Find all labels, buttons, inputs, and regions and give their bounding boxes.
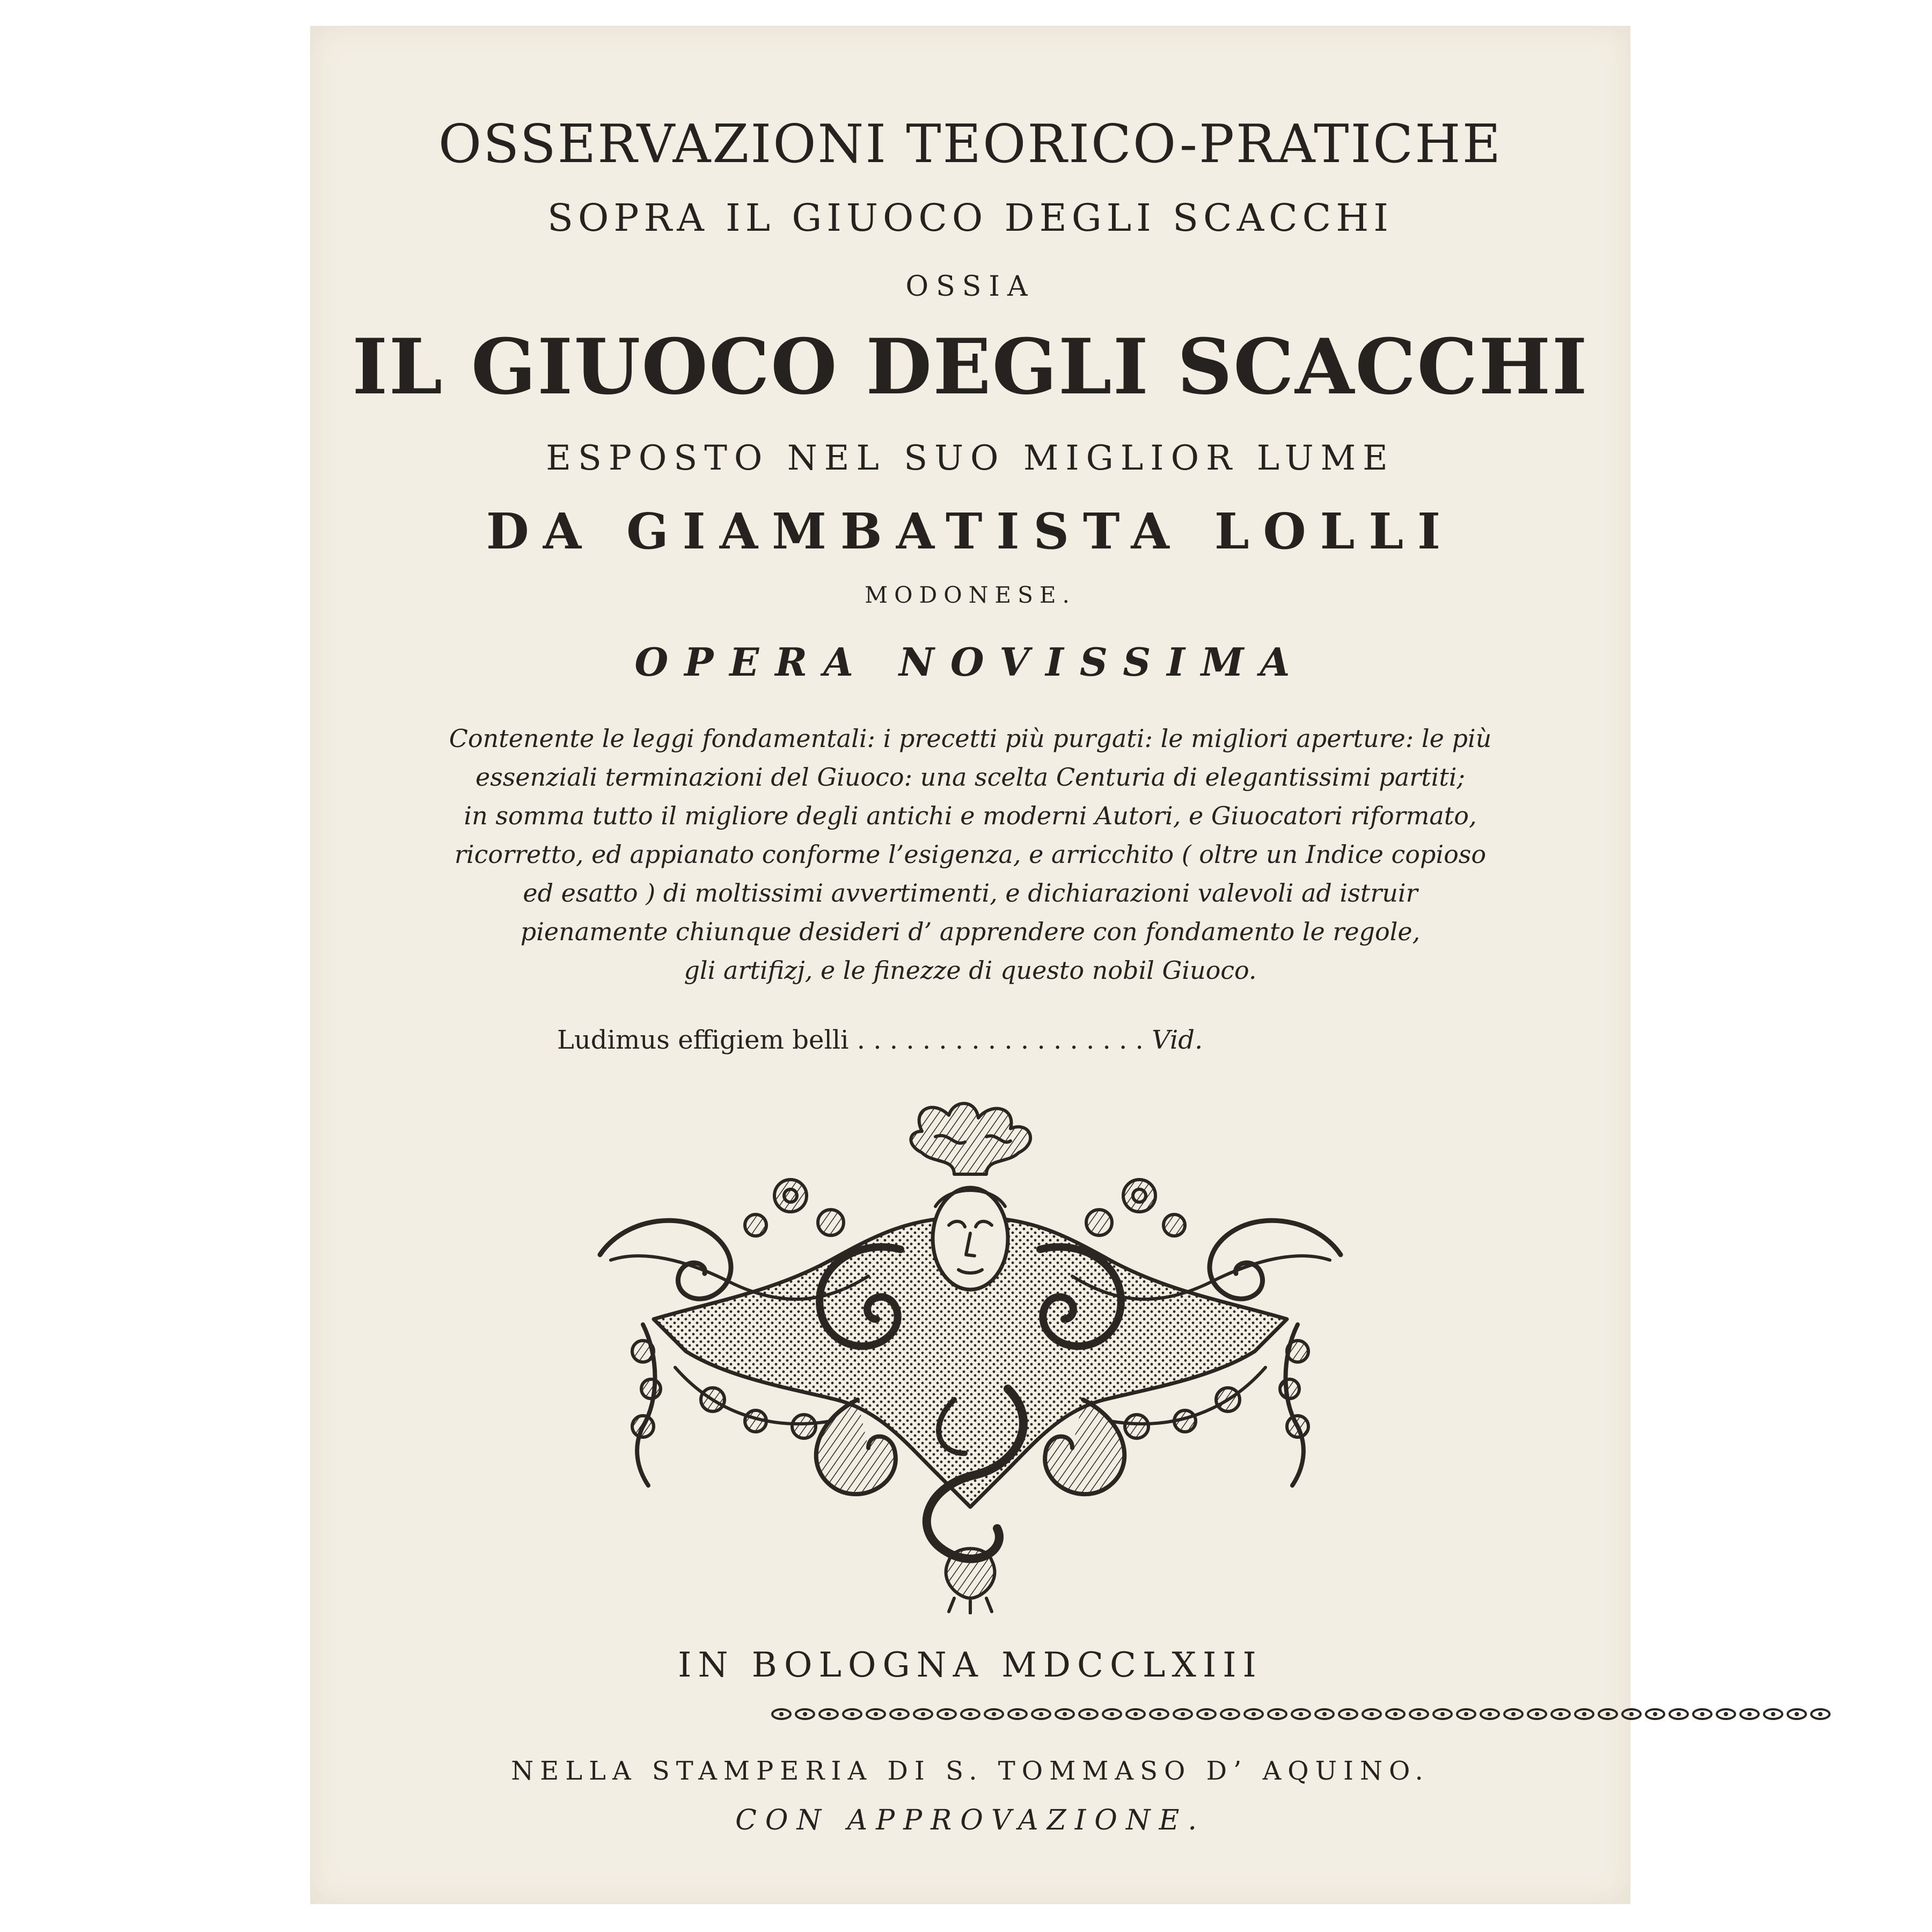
author-origin: MODONESE. bbox=[865, 582, 1076, 608]
title-page bbox=[310, 26, 1630, 1904]
chain-link-dot bbox=[1252, 1712, 1256, 1716]
chain-link-dot bbox=[897, 1712, 902, 1716]
chain-link-dot bbox=[1370, 1712, 1374, 1716]
chain-link-dot bbox=[1299, 1712, 1303, 1716]
chain-link-dot bbox=[1228, 1712, 1232, 1716]
approval: CON APPROVAZIONE. bbox=[735, 1804, 1205, 1836]
chain-link-dot bbox=[1677, 1712, 1681, 1716]
chain-link-dot bbox=[945, 1712, 949, 1716]
chain-link-dot bbox=[1133, 1712, 1138, 1716]
rose-icon bbox=[745, 1180, 844, 1236]
chain-link-dot bbox=[803, 1712, 807, 1716]
chain-link-dot bbox=[1204, 1712, 1209, 1716]
chain-link-dot bbox=[1322, 1712, 1327, 1716]
opera-heading: OPERA NOVISSIMA bbox=[634, 639, 1306, 685]
chain-link-dot bbox=[1039, 1712, 1043, 1716]
description-line: ed esatto ) di moltissimi avvertimenti, e dichiarazioni valevoli ad istruir bbox=[523, 879, 1418, 908]
chain-link-dot bbox=[1629, 1712, 1634, 1716]
chain-link-dot bbox=[1653, 1712, 1657, 1716]
chain-link-dot bbox=[1417, 1712, 1421, 1716]
main-title: IL GIUOCO DEGLI SCACCHI bbox=[352, 323, 1589, 412]
chain-link-dot bbox=[1110, 1712, 1114, 1716]
chain-link-dot bbox=[1606, 1712, 1610, 1716]
chain-link-dot bbox=[1181, 1712, 1185, 1716]
baroque-mask-ornament-icon bbox=[579, 1099, 1362, 1614]
chain-link-dot bbox=[1818, 1712, 1823, 1716]
chain-link-dot bbox=[850, 1712, 854, 1716]
chain-link-dot bbox=[1488, 1712, 1492, 1716]
chain-link-dot bbox=[1464, 1712, 1468, 1716]
title-line-1: OSSERVAZIONI TEORICO-PRATICHE bbox=[438, 114, 1503, 175]
chain-link-dot bbox=[921, 1712, 925, 1716]
chain-link-dot bbox=[992, 1712, 996, 1716]
motto-text: Ludimus effigiem belli bbox=[557, 1025, 849, 1055]
motto-source: Vid. bbox=[1152, 1025, 1203, 1055]
chain-link-dot bbox=[874, 1712, 878, 1716]
description-block bbox=[391, 719, 1550, 990]
chain-link-dot bbox=[1157, 1712, 1161, 1716]
printer: NELLA STAMPERIA DI S. TOMMASO D’ AQUINO. bbox=[511, 1756, 1430, 1786]
decorative-chain-rule-icon bbox=[766, 1704, 1834, 1724]
chain-link-dot bbox=[1275, 1712, 1279, 1716]
chain-link-dot bbox=[1440, 1712, 1445, 1716]
chain-link-dot bbox=[1393, 1712, 1397, 1716]
description-line: essenziali terminazioni del Giuoco: una scelta Centuria di elegantissimi partiti; bbox=[475, 763, 1466, 792]
chain-link-dot bbox=[1346, 1712, 1350, 1716]
chain-link-dot bbox=[1582, 1712, 1586, 1716]
chain-link-dot bbox=[826, 1712, 831, 1716]
imprint-place-date: IN BOLOGNA MDCCLXIII bbox=[678, 1645, 1263, 1685]
chain-link-dot bbox=[1511, 1712, 1516, 1716]
description-line: ricorretto, ed appianato conforme l’esigenza, e arricchito ( oltre un Indice copioso bbox=[454, 840, 1487, 869]
description-line: gli artifizj, e le finezze di questo nobil Giuoco. bbox=[684, 956, 1257, 985]
chain-link-dot bbox=[1724, 1712, 1728, 1716]
motto-leader: . . . . . . . . . . . . . . . . . . bbox=[857, 1025, 1144, 1055]
chain-link-dot bbox=[1015, 1712, 1020, 1716]
chain-link-dot bbox=[1558, 1712, 1563, 1716]
description-line: pienamente chiunque desideri d’ apprendere con fondamento le regole, bbox=[520, 917, 1421, 946]
description-line: in somma tutto il migliore degli antichi e moderni Autori, e Giuocatori riformato, bbox=[464, 801, 1477, 830]
title-line-2: SOPRA IL GIUOCO DEGLI SCACCHI bbox=[547, 196, 1393, 240]
chain-link-dot bbox=[1535, 1712, 1539, 1716]
subtitle: ESPOSTO NEL SUO MIGLIOR LUME bbox=[546, 438, 1395, 478]
chain-link-dot bbox=[1086, 1712, 1091, 1716]
motto bbox=[557, 1025, 1203, 1055]
chain-link-dot bbox=[1747, 1712, 1752, 1716]
chain-link-dot bbox=[1700, 1712, 1704, 1716]
chain-link-dot bbox=[779, 1712, 784, 1716]
rose-icon bbox=[1086, 1180, 1185, 1236]
author: DA GIAMBATISTA LOLLI bbox=[486, 502, 1455, 560]
chain-link-dot bbox=[1771, 1712, 1775, 1716]
chain-link-dot bbox=[1063, 1712, 1067, 1716]
chain-link-dot bbox=[968, 1712, 972, 1716]
chain-link-dot bbox=[1795, 1712, 1799, 1716]
title-line-3: OSSIA bbox=[905, 270, 1035, 303]
description-line: Contenente le leggi fondamentali: i precetti più purgati: le migliori aperture: le più bbox=[449, 724, 1492, 753]
